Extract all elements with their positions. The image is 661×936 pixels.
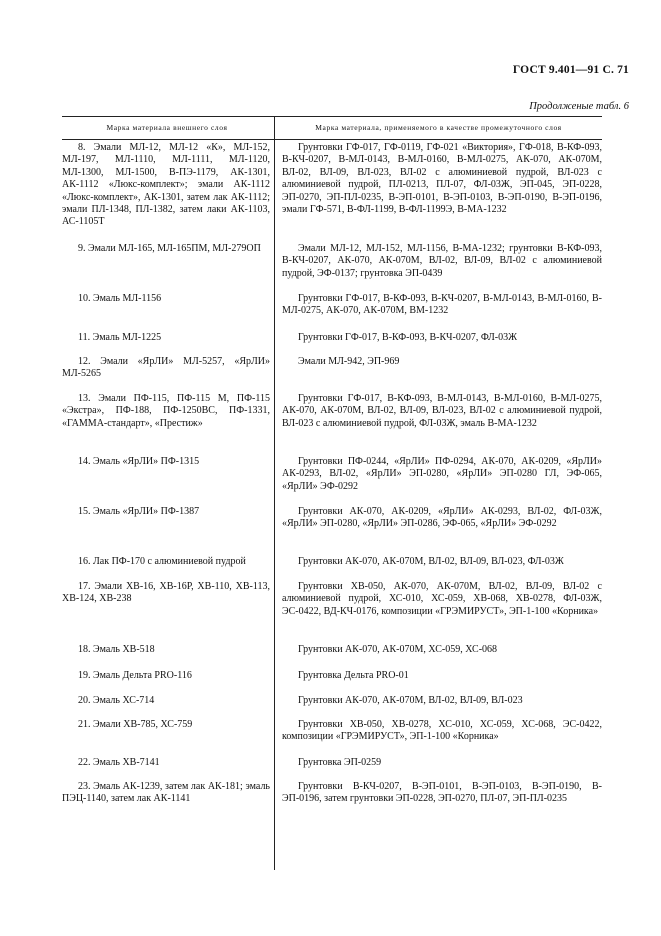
outer-layer-cell: 11. Эмаль МЛ-1225 <box>78 332 162 343</box>
outer-layer-cell: 15. Эмаль «ЯрЛИ» ПФ-1387 <box>78 506 200 517</box>
intermediate-layer-cell: Грунтовки ГФ-017, В-КФ-093, В-КЧ-0207, В-МЛ-0143, В-МЛ-0160, В-МЛ-0275, АК-070, АК-070М, ВМ-1232 <box>282 293 602 317</box>
outer-layer-cell: 14. Эмаль «ЯрЛИ» ПФ-1315 <box>78 456 200 467</box>
outer-layer-cell: 16. Лак ПФ-170 с алюминиевой пудрой <box>78 556 246 567</box>
outer-layer-cell: 19. Эмаль Дельта PRO-116 <box>78 670 192 681</box>
outer-layer-cell: 9. Эмали МЛ-165, МЛ-165ПМ, МЛ-279ОП <box>78 243 261 254</box>
outer-layer-cell: 20. Эмаль ХС-714 <box>78 695 155 706</box>
page-header-code: ГОСТ 9.401—91 С. 71 <box>512 64 629 76</box>
materials-table <box>62 116 602 805</box>
col-header-intermediate-layer: Марка материала, применяемого в качестве промежуточного слоя <box>315 123 562 132</box>
table-continuation-note: Продолженые табл. 6 <box>529 101 629 112</box>
outer-layer-cell: 22. Эмаль ХВ-7141 <box>78 757 160 768</box>
outer-layer-cell: 23. Эмаль АК-1239, затем лак АК-181; эмаль ПЭЦ-1140, затем лак АК-1141 <box>62 781 270 805</box>
intermediate-layer-cell: Грунтовки ХВ-050, АК-070, АК-070М, ВЛ-02, ВЛ-09, ВЛ-02 с алюминиевой пудрой, ХС-010, ХС-059, ХВ-068, ХВ-0278, ФЛ-03Ж, ЭС-0422, ВД-КЧ-0176, композиции «ГРЭМИРУСТ», ЭП-1-100 «Корника» <box>282 581 602 617</box>
intermediate-layer-cell: Эмали МЛ-12, МЛ-152, МЛ-1156, В-МА-1232; грунтовки В-КФ-093, В-КЧ-0207, АК-070, АК-070М, ВЛ-02, ВЛ-09, ВЛ-02 с алюминиевой пудрой, ЭФ-0137; грунтовка ЭП-0439 <box>282 243 602 279</box>
intermediate-layer-cell: Грунтовки ХВ-050, ХВ-0278, ХС-010, ХС-059, ХС-068, ЭС-0422, композиции «ГРЭМИРУСТ», ЭП-1-100 «Корника» <box>282 719 602 743</box>
column-divider <box>274 116 275 870</box>
intermediate-layer-cell: Грунтовки ГФ-017, ГФ-0119, ГФ-021 «Виктория», ГФ-018, В-КФ-093, В-КЧ-0207, В-МЛ-0143, В-МЛ-0160, В-МЛ-0275, АК-070, АК-070М, ВЛ-02, ВЛ-09, ВЛ-023, ВЛ-02 с алюминиевой пудрой, ВЛ-023 с алюминиевой пудрой, ПЛ-0213, ПЛ-07, ФЛ-03Ж, ЭП-045, ЭП-0228, ЭП-0270, ЭП-ПЛ-0235, В-ЭП-0101, В-ЭП-0103, В-ЭП-0190, В-ЭП-0196, эмали ГФ-571, В-ФЛ-1199, В-ФЛ-1199Э, В-МА-1232 <box>282 142 602 216</box>
outer-layer-cell: 17. Эмали ХВ-16, ХВ-16Р, ХВ-110, ХВ-113, ХВ-124, ХВ-238 <box>62 581 270 605</box>
col-header-outer-layer: Марка материала внешнего слоя <box>106 123 228 132</box>
intermediate-layer-cell: Грунтовки АК-070, АК-070М, ВЛ-02, ВЛ-09, ВЛ-023 <box>298 695 523 706</box>
intermediate-layer-cell: Грунтовки ПФ-0244, «ЯрЛИ» ПФ-0294, АК-070, АК-0209, «ЯрЛИ» АК-0293, ВЛ-02, «ЯрЛИ» ЭП-0280, «ЯрЛИ» ЭП-0280 ГЛ, ЭФ-065, «ЯрЛИ» ЭФ-0292 <box>282 456 602 492</box>
outer-layer-cell: 13. Эмали ПФ-115, ПФ-115 М, ПФ-115 «Экстра», ПФ-188, ПФ-1250ВС, ПФ-1331, «ГАММА-стандарт», «Престиж» <box>62 393 270 429</box>
intermediate-layer-cell: Грунтовки АК-070, АК-0209, «ЯрЛИ» АК-0293, ВЛ-02, ФЛ-03Ж, «ЯрЛИ» ЭП-0280, «ЯрЛИ» ЭП-0286, ЭФ-065, «ЯрЛИ» ЭФ-0292 <box>282 506 602 530</box>
outer-layer-cell: 18. Эмаль ХВ-518 <box>78 644 155 655</box>
intermediate-layer-cell: Грунтовки В-КЧ-0207, В-ЭП-0101, В-ЭП-0103, В-ЭП-0190, В-ЭП-0196, затем грунтовки ЭП-0228, ЭП-0270, ПЛ-07, ЭП-ПЛ-0235 <box>282 781 602 805</box>
intermediate-layer-cell: Грунтовки ГФ-017, В-КФ-093, В-МЛ-0143, В-МЛ-0160, В-МЛ-0275, АК-070, АК-070М, ВЛ-02, ВЛ-09, ВЛ-023, ВЛ-02 с алюминиевой пудрой, ВЛ-023 с алюминиевой пудрой, ФЛ-03Ж, эмаль В-МА-1232 <box>282 393 602 429</box>
table-header-row <box>62 116 602 140</box>
outer-layer-cell: 8. Эмали МЛ-12, МЛ-12 «К», МЛ-152, МЛ-197, МЛ-1110, МЛ-1111, МЛ-1120, МЛ-1300, МЛ-1500, В-ПЭ-1179, АК-1301, АК-1112 «Люкс-комплект»; эмали АК-1112 «Люкс-комплект», АК-1301, затем лак АК-1112; эмали ПЛ-1348, ПЛ-1382, затем лаки АК-1103, АС-1105Т <box>62 142 270 228</box>
outer-layer-cell: 12. Эмали «ЯрЛИ» МЛ-5257, «ЯрЛИ» МЛ-5265 <box>62 356 270 380</box>
intermediate-layer-cell: Грунтовки АК-070, АК-070М, ВЛ-02, ВЛ-09, ВЛ-023, ФЛ-03Ж <box>298 556 564 567</box>
outer-layer-cell: 21. Эмали ХВ-785, ХС-759 <box>78 719 193 730</box>
outer-layer-cell: 10. Эмаль МЛ-1156 <box>78 293 162 304</box>
intermediate-layer-cell: Эмали МЛ-942, ЭП-969 <box>298 356 400 367</box>
intermediate-layer-cell: Грунтовка ЭП-0259 <box>298 757 382 768</box>
intermediate-layer-cell: Грунтовки АК-070, АК-070М, ХС-059, ХС-068 <box>298 644 498 655</box>
intermediate-layer-cell: Грунтовка Дельта PRO-01 <box>298 670 409 681</box>
intermediate-layer-cell: Грунтовки ГФ-017, В-КФ-093, В-КЧ-0207, ФЛ-03Ж <box>298 332 518 343</box>
